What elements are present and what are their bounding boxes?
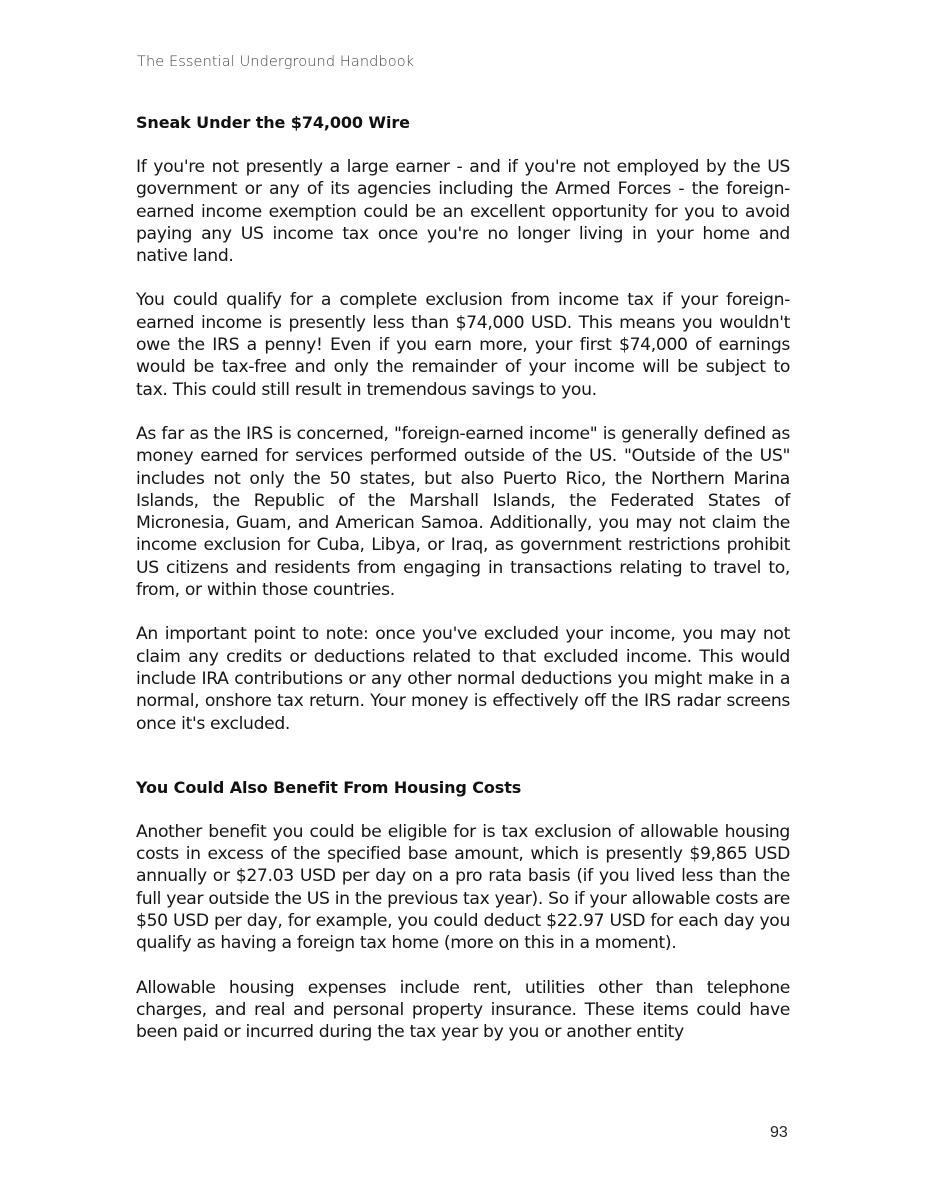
spacer [136,601,790,623]
section-foreign-income-exclusion [136,112,790,735]
spacer [136,401,790,423]
section-heading: Sneak Under the $74,000 Wire [136,113,410,132]
paragraph: You could qualify for a complete exclusion from income tax if your foreign-earned income is presently less than $74,000 USD. This means you wouldn't owe the IRS a penny! Even if you earn more, your first $74,000 of earnings would be tax-free and only the remainder of your income will be subject to tax. This could still result in tremendous savings to you. [136,290,790,400]
section-housing-costs [136,777,790,1044]
paragraph: If you're not presently a large earner - and if you're not employed by the US government or any of its agencies including the Armed Forces - the foreign-earned income exemption could be an excellent opportunity for you to avoid paying any US income tax once you're no longer living in your home and native land. [136,157,790,267]
page-content [136,110,790,1044]
paragraph: Another benefit you could be eligible for is tax exclusion of allowable housing costs in excess of the specified base amount, which is presently $9,865 USD annually or $27.03 USD per day on a pro rata basis (if you lived less than the full year outside the US in the previous tax year). So if your allowable costs are $50 USD per day, for example, you could deduct $22.97 USD for each day you qualify as having a foreign tax home (more on this in a moment). [136,821,790,954]
spacer [136,955,790,977]
spacer [136,134,790,156]
running-header: The Essential Underground Handbook [137,54,415,70]
section-spacer [136,735,790,777]
paragraph: As far as the IRS is concerned, "foreign-earned income" is generally defined as money earned for services performed outside of the US. "Outside of the US" includes not only the 50 states, but also Puerto Rico, the Northern Marina Islands, the Republic of the Marshall Islands, the Federated States of Micronesia, Guam, and American Samoa. Additionally, you may not claim the income exclusion for Cuba, Libya, or Iraq, as government restrictions prohibit US citizens and residents from engaging in transactions relating to travel to, from, or within those countries. [136,423,790,601]
paragraph: Allowable housing expenses include rent, utilities other than telephone charges, and real and personal property insurance. These items could have been paid or incurred during the tax year by you or another entity [136,977,790,1043]
spacer [136,267,790,289]
section-heading: You Could Also Benefit From Housing Costs [136,777,522,797]
page-number: 93 [770,1124,788,1141]
paragraph: An important point to note: once you've excluded your income, you may not claim any credits or deductions related to that excluded income. This would include IRA contributions or any other normal deductions you might make in a normal, onshore tax return. Your money is effectively off the IRS radar screens once it's excluded. [136,624,790,734]
spacer [136,799,790,821]
